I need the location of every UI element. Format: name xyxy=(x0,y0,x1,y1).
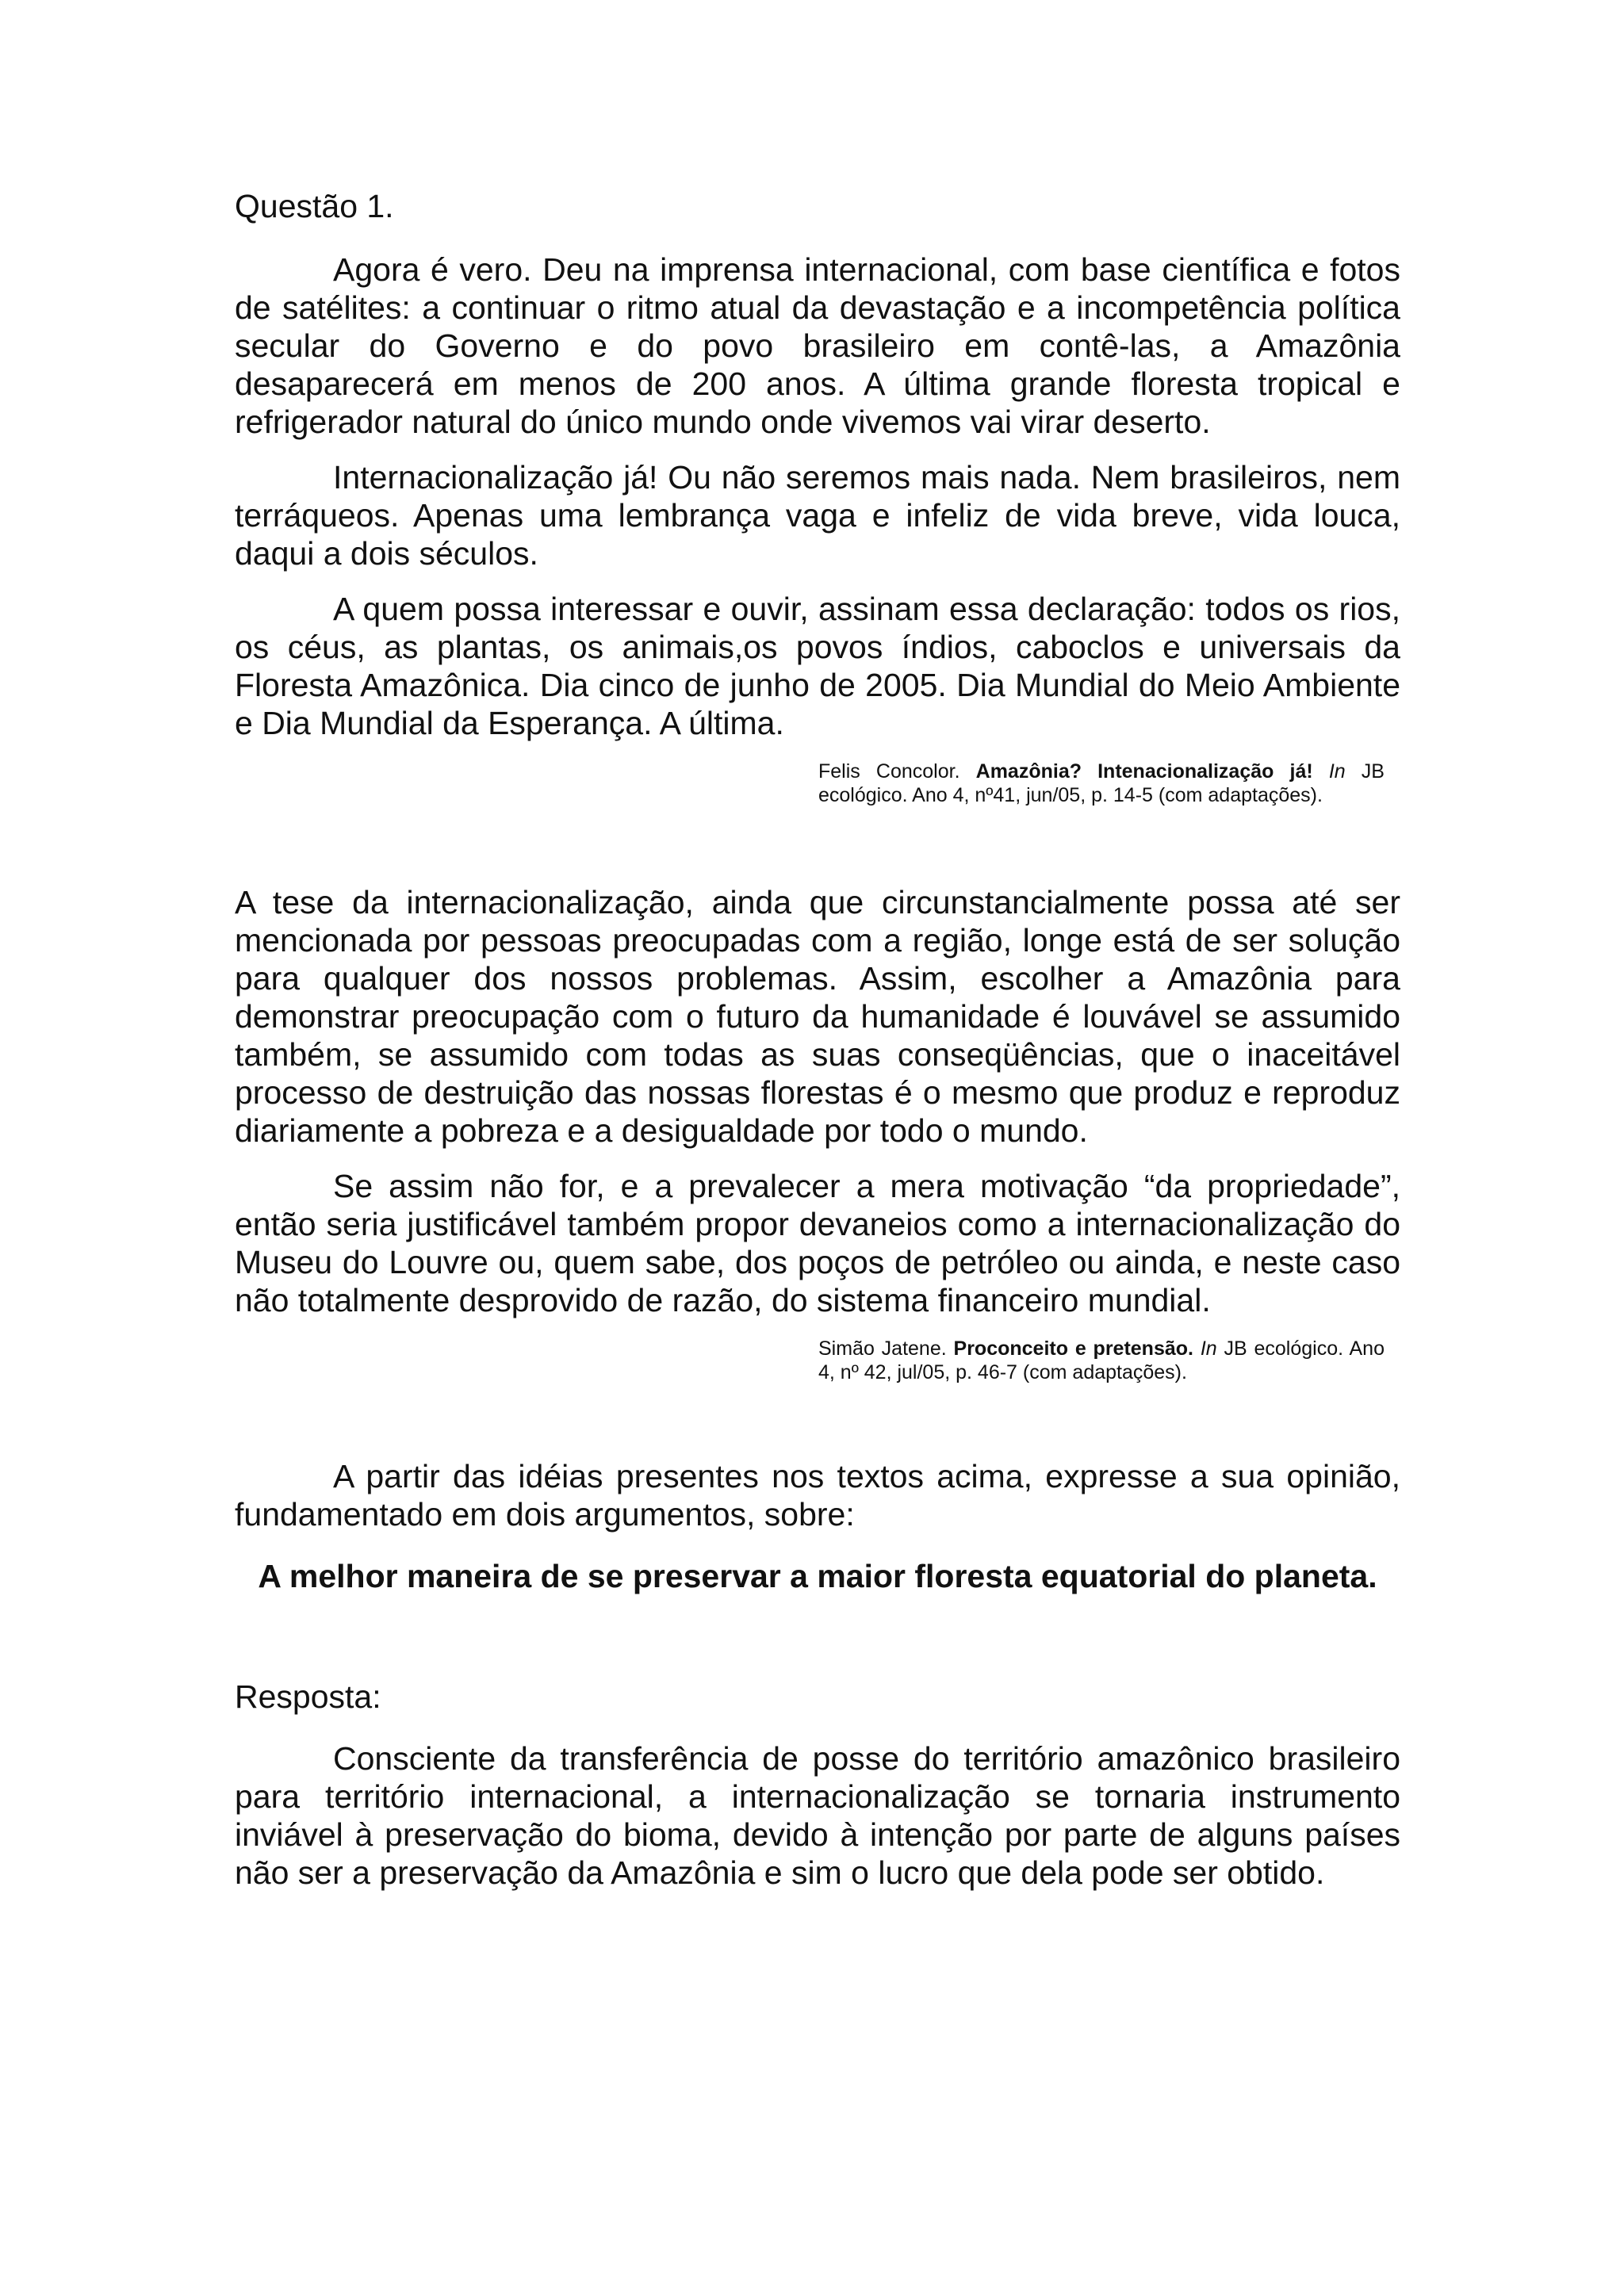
answer-label: Resposta: xyxy=(235,1678,381,1715)
answer-paragraph: Consciente da transferência de posse do território amazônico brasileiro para território internacional, a internacionalização se tornaria instrumento inviável à preservação do bioma, devido à intenção por parte de alguns países não ser a preservação da Amazônia e sim o lucro que dela pode ser obtido. xyxy=(235,1740,1400,1891)
citation-in: In xyxy=(1328,760,1346,783)
document-page xyxy=(235,187,1400,1892)
citation-title: Proconceito e pretensão. xyxy=(953,1337,1193,1360)
question-label: Questão 1. xyxy=(235,188,394,224)
essay-theme: A melhor maneira de se preservar a maior floresta equatorial do planeta. xyxy=(258,1558,1377,1594)
citation-source: JB ecológico. Ano 4, nº41, jun/05, p. 14-5 (com adaptações). xyxy=(818,760,1385,806)
citation-author: Felis Concolor. xyxy=(818,760,960,783)
prompt-paragraph: A partir das idéias presentes nos textos acima, expresse a sua opinião, fundamentado em dois argumentos, sobre: xyxy=(235,1458,1400,1533)
citation-author: Simão Jatene. xyxy=(818,1337,947,1360)
text1-citation xyxy=(818,760,1385,807)
text2-paragraph-2: Se assim não for, e a prevalecer a mera motivação “da propriedade”, então seria justificável também propor devaneios como a internacionalização do Museu do Louvre ou, quem sabe, dos poços de petróleo ou ainda, e neste caso não totalmente desprovido de razão, do sistema financeiro mundial. xyxy=(235,1168,1400,1318)
text2-paragraph-1: A tese da internacionalização, ainda que circunstancialmente possa até ser mencionada por pessoas preocupadas com a região, longe está de ser solução para qualquer dos nossos problemas. Assim, escolher a Amazônia para demonstrar preocupação com o futuro da humanidade é louvável se assumido também, se assumido com todas as suas conseqüências, que o inaceitável processo de destruição das nossas florestas é o mesmo que produz e reproduz diariamente a pobreza e a desigualdade por todo o mundo. xyxy=(235,884,1400,1149)
text1-paragraph-1: Agora é vero. Deu na imprensa internacional, com base científica e fotos de satélites: a continuar o ritmo atual da devastação e a incompetência política secular do Governo e do povo brasileiro em contê-las, a Amazônia desaparecerá em menos de 200 anos. A última grande floresta tropical e refrigerador natural do único mundo onde vivemos vai virar deserto. xyxy=(235,251,1400,440)
citation-in: In xyxy=(1200,1337,1217,1360)
citation-source: JB ecológico. Ano 4, nº 42, jul/05, p. 46-7 (com adaptações). xyxy=(818,1337,1385,1383)
text1-paragraph-2: Internacionalização já! Ou não seremos mais nada. Nem brasileiros, nem terráqueos. Apenas uma lembrança vaga e infeliz de vida breve, vida louca, daqui a dois séculos. xyxy=(235,459,1400,572)
citation-title: Amazônia? Intenacionalização já! xyxy=(975,760,1313,783)
text2-citation xyxy=(818,1337,1385,1384)
text1-paragraph-3: A quem possa interessar e ouvir, assinam essa declaração: todos os rios, os céus, as plantas, os animais,os povos índios, caboclos e universais da Floresta Amazônica. Dia cinco de junho de 2005. Dia Mundial do Meio Ambiente e Dia Mundial da Esperança. A última. xyxy=(235,591,1400,741)
